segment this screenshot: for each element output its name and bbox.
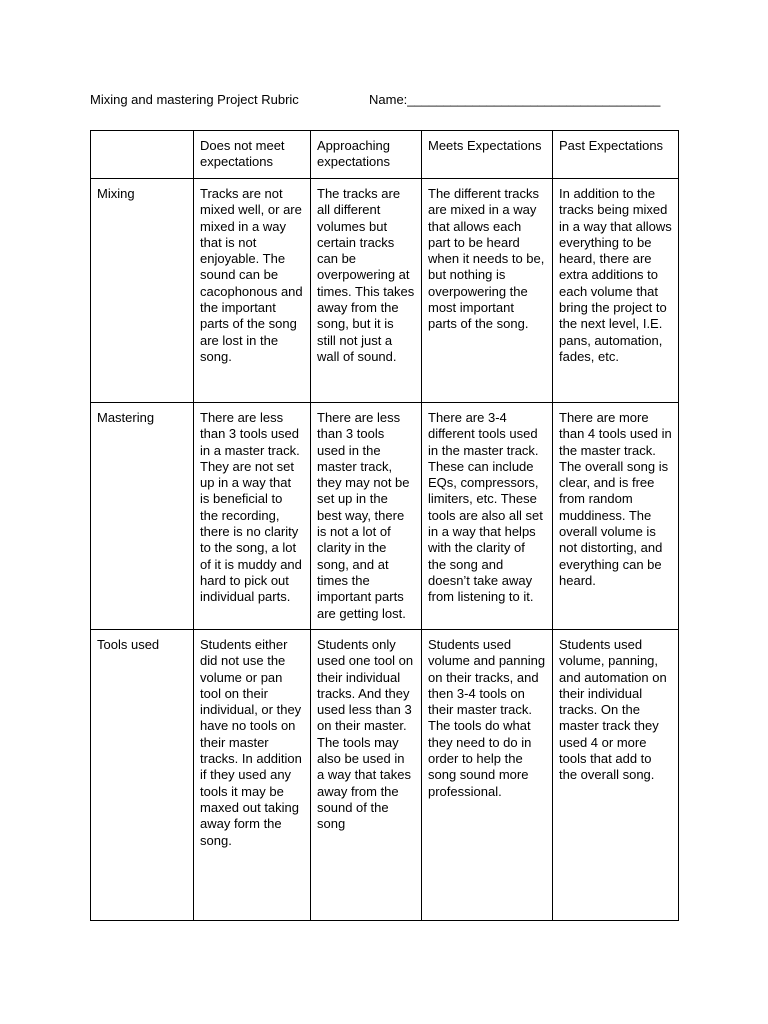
document-title: Mixing and mastering Project Rubric bbox=[90, 92, 299, 107]
header-cell-past: Past Expectations bbox=[553, 131, 679, 179]
header-cell-approaching: Approaching expectations bbox=[311, 131, 422, 179]
header-cell-empty bbox=[91, 131, 194, 179]
table-row bbox=[91, 630, 679, 921]
rubric-cell: There are 3-4 different tools used in the master track. These can include EQs, compressors, limiters, etc. These tools are also all set in a way that helps with the clarity of the song and doesn’t take away from listening to it. bbox=[422, 403, 553, 630]
rubric-cell: Tracks are not mixed well, or are mixed in a way that is not enjoyable. The sound can be cacophonous and the important parts of the song are lost in the song. bbox=[194, 179, 311, 403]
rubric-cell: There are more than 4 tools used in the master track. The overall song is clear, and is free from random muddiness. The overall volume is not distorting, and everything can be heard. bbox=[553, 403, 679, 630]
rubric-table bbox=[90, 130, 679, 921]
header-cell-does-not-meet: Does not meet expectations bbox=[194, 131, 311, 179]
table-header-row bbox=[91, 131, 679, 179]
rubric-cell: Students used volume, panning, and automation on their individual tracks. On the master track they used 4 or more tools that add to the overall song. bbox=[553, 630, 679, 921]
rubric-cell: There are less than 3 tools used in a master track. They are not set up in a way that is beneficial to the recording, there is no clarity to the song, a lot of it is muddy and hard to pick out individual parts. bbox=[194, 403, 311, 630]
criterion-cell-mastering: Mastering bbox=[91, 403, 194, 630]
rubric-cell: The tracks are all different volumes but certain tracks can be overpowering at times. This takes away from the song, but it is still not just a wall of sound. bbox=[311, 179, 422, 403]
rubric-cell: In addition to the tracks being mixed in a way that allows everything to be heard, there are extra additions to each volume that bring the project to the next level, I.E. pans, automation, fades, etc. bbox=[553, 179, 679, 403]
rubric-cell: The different tracks are mixed in a way that allows each part to be heard when it needs to be, but nothing is overpowering the most important parts of the song. bbox=[422, 179, 553, 403]
document-header bbox=[90, 92, 690, 112]
rubric-cell: There are less than 3 tools used in the master track, they may not be set up in the best way, there is not a lot of clarity in the song, and at times the important parts are getting lost. bbox=[311, 403, 422, 630]
rubric-cell: Students used volume and panning on their tracks, and then 3-4 tools on their master track. The tools do what they need to do in order to help the song sound more professional. bbox=[422, 630, 553, 921]
criterion-cell-tools-used: Tools used bbox=[91, 630, 194, 921]
rubric-cell: Students either did not use the volume or pan tool on their individual, or they have no tools on their master tracks. In addition if they used any tools it may be maxed out taking away form the song. bbox=[194, 630, 311, 921]
criterion-cell-mixing: Mixing bbox=[91, 179, 194, 403]
table-row bbox=[91, 179, 679, 403]
name-field: Name:___________________________________ bbox=[369, 92, 661, 107]
header-cell-meets: Meets Expectations bbox=[422, 131, 553, 179]
table-row bbox=[91, 403, 679, 630]
rubric-cell: Students only used one tool on their individual tracks. And they used less than 3 on their master. The tools may also be used in a way that takes away from the sound of the song bbox=[311, 630, 422, 921]
